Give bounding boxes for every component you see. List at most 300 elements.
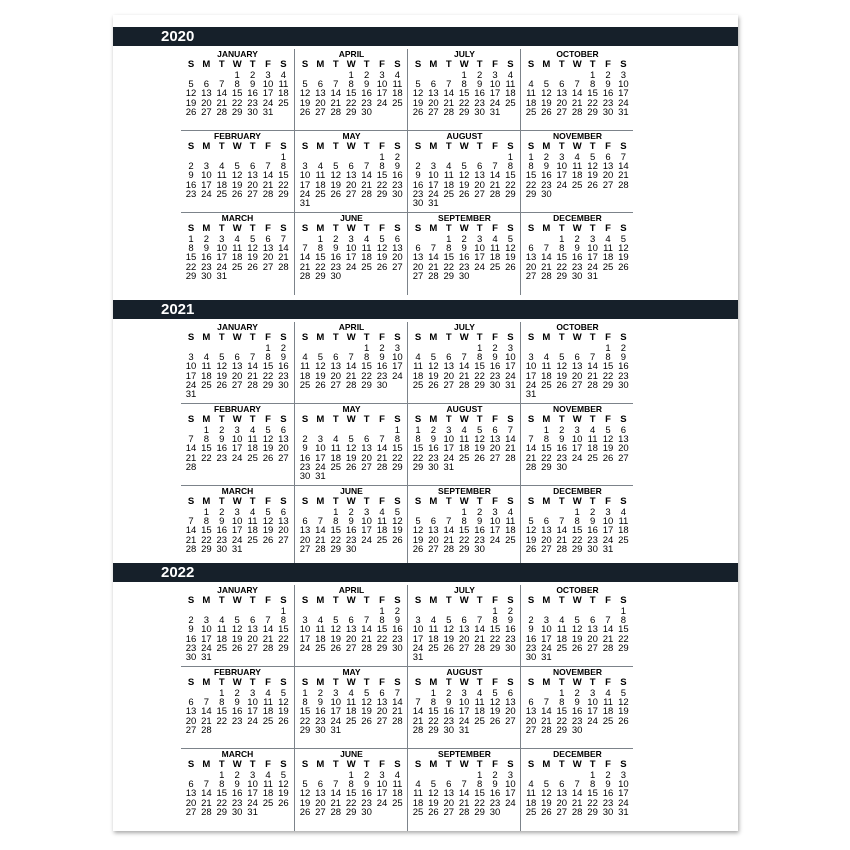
- day-number: 13: [299, 525, 311, 537]
- day-number: 3: [379, 70, 385, 81]
- day-number: 27: [618, 452, 629, 464]
- day-number: 5: [249, 234, 256, 245]
- day-number: 19: [541, 797, 552, 809]
- day-number: 16: [489, 361, 501, 373]
- day-number: 21: [571, 797, 583, 809]
- day-number: 15: [278, 170, 289, 182]
- day-number: 7: [265, 615, 271, 627]
- day-number: 29: [231, 106, 243, 118]
- day-number: 12: [541, 88, 552, 100]
- day-number: 3: [302, 615, 308, 627]
- day-number: 10: [247, 779, 258, 791]
- day-number: 12: [262, 434, 274, 446]
- day-number: 28: [571, 106, 583, 118]
- day-number: 7: [280, 234, 287, 245]
- month-block: [520, 749, 633, 831]
- day-number: 12: [571, 624, 583, 636]
- day-number: 10: [361, 516, 372, 528]
- day-number: 5: [234, 161, 240, 173]
- day-number: 10: [412, 624, 424, 636]
- weekday-header: S: [527, 223, 535, 234]
- day-number: 25: [315, 642, 326, 654]
- day-number: 29: [376, 642, 388, 654]
- weekday-header: S: [527, 595, 535, 606]
- weekday-header: W: [572, 141, 582, 152]
- day-number: 9: [620, 352, 627, 364]
- day-number: 10: [571, 434, 583, 446]
- day-number: 14: [412, 706, 424, 718]
- day-number: 14: [587, 361, 598, 373]
- weekday-header: S: [280, 59, 287, 70]
- day-number: 9: [507, 615, 514, 627]
- day-number: 18: [618, 525, 629, 537]
- weekday-header: T: [445, 677, 452, 688]
- day-number: 28: [474, 642, 485, 654]
- day-number: 9: [492, 779, 498, 791]
- month-block: [294, 667, 407, 749]
- day-number: 23: [216, 534, 228, 546]
- day-number: 27: [412, 270, 424, 282]
- day-number: 6: [589, 615, 596, 627]
- day-number: 24: [587, 261, 598, 273]
- day-number: 19: [278, 706, 289, 718]
- day-number: 31: [443, 461, 455, 473]
- day-number: 28: [443, 106, 455, 118]
- weekday-header: S: [620, 759, 627, 770]
- day-number: 26: [489, 715, 501, 727]
- day-number: 19: [474, 443, 485, 455]
- weekday-header: T: [332, 677, 339, 688]
- weekday-header: F: [379, 332, 385, 343]
- weekday-header: T: [363, 759, 370, 770]
- month-block: [181, 667, 294, 749]
- day-number: 21: [458, 797, 470, 809]
- day-number: 2: [574, 234, 580, 245]
- day-number: 6: [394, 234, 401, 245]
- day-number: 4: [492, 234, 498, 245]
- day-number: 7: [507, 425, 514, 436]
- day-number: 30: [474, 106, 485, 118]
- day-number: 1: [528, 152, 534, 163]
- day-number: 13: [376, 697, 388, 709]
- day-number: 29: [345, 106, 357, 118]
- day-number: 3: [265, 70, 271, 81]
- day-number: 6: [234, 352, 240, 364]
- day-number: 16: [278, 361, 289, 373]
- day-number: 31: [505, 379, 516, 391]
- day-number: 15: [299, 706, 311, 718]
- weekday-header: S: [507, 332, 514, 343]
- day-number: 5: [333, 615, 339, 627]
- day-number: 15: [505, 170, 516, 182]
- day-number: 30: [428, 461, 439, 473]
- day-number: 28: [361, 188, 372, 200]
- day-number: 14: [216, 88, 228, 100]
- month-block: [294, 585, 407, 667]
- weekday-header: T: [249, 496, 256, 507]
- day-number: 20: [505, 706, 516, 718]
- weekday-header: T: [476, 59, 483, 70]
- day-number: 10: [458, 697, 470, 709]
- day-number: 9: [219, 516, 225, 528]
- day-number: 2: [219, 507, 225, 518]
- day-number: 12: [299, 788, 311, 800]
- day-number: 27: [231, 379, 243, 391]
- day-number: 27: [602, 179, 614, 191]
- day-number: 1: [559, 234, 565, 245]
- weekday-header: M: [429, 496, 438, 507]
- day-number: 24: [247, 715, 258, 727]
- weekday-header: M: [202, 595, 211, 606]
- day-number: 29: [315, 270, 326, 282]
- month-name: MAY: [342, 667, 361, 677]
- weekday-header: T: [445, 141, 452, 152]
- day-number: 9: [492, 352, 498, 364]
- day-number: 6: [379, 688, 385, 699]
- weekday-header: M: [202, 496, 211, 507]
- day-number: 12: [525, 525, 537, 537]
- day-number: 11: [474, 697, 485, 709]
- day-number: 13: [412, 252, 424, 264]
- day-number: 13: [602, 161, 614, 173]
- weekday-header: S: [527, 332, 535, 343]
- day-number: 31: [587, 270, 598, 282]
- day-number: 22: [412, 452, 424, 464]
- day-number: 10: [231, 516, 243, 528]
- day-number: 9: [348, 516, 354, 528]
- weekday-header: W: [232, 677, 242, 688]
- weekday-header: W: [572, 414, 582, 425]
- weekday-header: M: [316, 677, 325, 688]
- weekday-header: T: [363, 223, 370, 234]
- day-number: 11: [505, 79, 516, 91]
- weekday-header: M: [542, 223, 551, 234]
- day-number: 6: [605, 152, 611, 163]
- month-block: [294, 49, 407, 131]
- day-number: 29: [299, 724, 311, 736]
- day-number: 2: [528, 615, 534, 627]
- day-number: 6: [507, 688, 514, 699]
- day-number: 5: [280, 688, 287, 699]
- day-number: 2: [188, 161, 194, 173]
- day-number: 1: [492, 606, 498, 617]
- weekday-header: F: [492, 759, 498, 770]
- day-number: 16: [556, 443, 568, 455]
- day-number: 16: [571, 252, 583, 264]
- weekday-header: T: [332, 496, 339, 507]
- day-number: 25: [231, 261, 243, 273]
- day-number: 19: [278, 788, 289, 800]
- day-number: 25: [602, 261, 614, 273]
- weekday-header: M: [429, 59, 438, 70]
- weekday-header: S: [507, 595, 514, 606]
- day-number: 7: [302, 243, 308, 255]
- day-number: 30: [458, 270, 470, 282]
- month-name: SEPTEMBER: [438, 749, 491, 759]
- day-number: 14: [262, 624, 274, 636]
- weekday-header: F: [265, 759, 271, 770]
- day-number: 4: [605, 234, 611, 245]
- day-number: 12: [556, 361, 568, 373]
- weekday-header: S: [187, 141, 195, 152]
- day-number: 19: [361, 706, 372, 718]
- day-number: 10: [556, 161, 568, 173]
- day-number: 3: [249, 688, 256, 699]
- day-number: 27: [278, 452, 289, 464]
- day-number: 27: [443, 806, 455, 818]
- day-number: 25: [428, 642, 439, 654]
- day-number: 2: [415, 161, 421, 173]
- day-number: 28: [392, 715, 403, 727]
- day-number: 2: [446, 688, 452, 699]
- day-number: 4: [348, 688, 354, 699]
- day-number: 4: [430, 615, 437, 627]
- day-number: 11: [300, 361, 310, 373]
- weekday-header: F: [605, 759, 611, 770]
- day-number: 28: [428, 270, 439, 282]
- month-name: JULY: [454, 49, 475, 59]
- day-number: 11: [556, 624, 567, 636]
- day-number: 14: [541, 706, 552, 718]
- weekday-header: S: [301, 595, 309, 606]
- day-number: 14: [525, 443, 537, 455]
- day-number: 5: [333, 161, 339, 173]
- day-number: 10: [505, 352, 516, 364]
- day-number: 25: [392, 97, 403, 109]
- day-number: 2: [430, 425, 437, 436]
- day-number: 4: [203, 352, 210, 364]
- day-number: 8: [461, 79, 467, 91]
- weekday-header: W: [232, 141, 242, 152]
- day-number: 31: [299, 198, 311, 209]
- day-number: 21: [474, 633, 485, 645]
- day-number: 6: [317, 79, 324, 91]
- day-number: 17: [299, 179, 311, 191]
- day-number: 10: [376, 79, 388, 91]
- day-number: 14: [571, 788, 583, 800]
- day-number: 19: [541, 97, 552, 109]
- weekday-header: S: [394, 59, 401, 70]
- weekday-header: W: [232, 496, 242, 507]
- day-number: 7: [559, 516, 565, 528]
- day-number: 23: [185, 188, 197, 200]
- day-number: 23: [602, 797, 614, 809]
- day-number: 12: [541, 788, 552, 800]
- day-number: 8: [492, 615, 498, 627]
- weekday-header: M: [202, 414, 211, 425]
- day-number: 11: [216, 624, 227, 636]
- weekday-header: T: [445, 59, 452, 70]
- day-number: 17: [247, 788, 258, 800]
- day-number: 19: [376, 252, 388, 264]
- weekday-header: S: [280, 223, 287, 234]
- weekday-header: M: [202, 223, 211, 234]
- day-number: 25: [412, 806, 424, 818]
- day-number: 27: [556, 106, 568, 118]
- day-number: 13: [556, 88, 568, 100]
- day-number: 8: [317, 243, 324, 255]
- day-number: 25: [201, 379, 212, 391]
- day-number: 27: [474, 188, 485, 200]
- day-number: 1: [203, 425, 210, 436]
- day-number: 17: [428, 179, 439, 191]
- day-number: 8: [528, 161, 534, 173]
- day-number: 12: [185, 88, 197, 100]
- day-number: 21: [262, 633, 274, 645]
- day-number: 21: [618, 170, 629, 182]
- weekday-header: M: [202, 59, 211, 70]
- day-number: 31: [247, 806, 258, 818]
- day-number: 9: [574, 697, 580, 709]
- day-number: 28: [587, 379, 598, 391]
- day-number: 14: [345, 361, 357, 373]
- weekday-header: T: [218, 496, 225, 507]
- day-number: 11: [603, 243, 613, 255]
- month-name: APRIL: [338, 49, 365, 59]
- day-number: 16: [541, 170, 552, 182]
- weekday-header: S: [394, 595, 401, 606]
- weekday-header: M: [202, 141, 211, 152]
- day-number: 31: [315, 471, 326, 482]
- day-number: 17: [376, 788, 388, 800]
- weekday-header: F: [605, 496, 611, 507]
- day-number: 26: [278, 797, 289, 809]
- day-number: 24: [474, 261, 485, 273]
- day-number: 24: [216, 261, 228, 273]
- day-number: 26: [428, 806, 439, 818]
- day-number: 29: [443, 270, 455, 282]
- day-number: 17: [587, 252, 598, 264]
- day-number: 11: [618, 516, 629, 528]
- day-number: 18: [474, 706, 485, 718]
- day-number: 20: [458, 633, 470, 645]
- weekday-header: T: [332, 223, 339, 234]
- day-number: 24: [505, 370, 516, 382]
- weekday-header: S: [394, 496, 401, 507]
- month-name: JUNE: [340, 486, 363, 496]
- day-number: 9: [188, 624, 194, 636]
- day-number: 4: [528, 79, 534, 91]
- day-number: 13: [247, 170, 258, 182]
- day-number: 18: [525, 97, 537, 109]
- day-number: 5: [620, 688, 627, 699]
- day-number: 8: [280, 161, 287, 173]
- day-number: 9: [430, 434, 437, 446]
- day-number: 10: [345, 243, 357, 255]
- weekday-header: T: [558, 223, 565, 234]
- day-number: 28: [525, 461, 537, 473]
- day-number: 1: [415, 425, 421, 436]
- day-number: 5: [394, 507, 401, 518]
- day-number: 25: [587, 452, 598, 464]
- day-number: 15: [525, 170, 537, 182]
- day-number: 26: [345, 461, 357, 473]
- day-number: 23: [443, 715, 455, 727]
- day-number: 13: [315, 88, 326, 100]
- weekday-header: S: [414, 59, 422, 70]
- day-number: 13: [315, 788, 326, 800]
- day-number: 4: [528, 779, 534, 791]
- day-number: 26: [587, 179, 598, 191]
- day-number: 17: [505, 788, 516, 800]
- weekday-header: T: [249, 223, 256, 234]
- day-number: 8: [302, 697, 308, 709]
- day-number: 19: [556, 370, 568, 382]
- day-number: 1: [188, 234, 194, 245]
- weekday-header: F: [492, 677, 498, 688]
- day-number: 17: [412, 633, 424, 645]
- day-number: 18: [216, 179, 228, 191]
- day-number: 27: [247, 188, 258, 200]
- weekday-header: T: [589, 59, 596, 70]
- weekday-header: T: [332, 332, 339, 343]
- day-number: 26: [231, 642, 243, 654]
- day-number: 8: [476, 779, 483, 791]
- day-number: 22: [489, 633, 501, 645]
- weekday-header: S: [527, 759, 535, 770]
- weekday-header: S: [507, 223, 514, 234]
- day-number: 7: [620, 152, 627, 163]
- day-number: 24: [587, 715, 598, 727]
- day-number: 12: [216, 361, 228, 373]
- day-number: 7: [333, 79, 339, 91]
- day-number: 3: [492, 70, 498, 81]
- day-number: 16: [505, 624, 516, 636]
- day-number: 15: [315, 252, 326, 264]
- day-number: 19: [262, 525, 274, 537]
- day-number: 14: [505, 434, 516, 446]
- day-number: 14: [361, 170, 372, 182]
- day-number: 24: [618, 97, 629, 109]
- day-number: 19: [231, 179, 243, 191]
- day-number: 20: [231, 370, 243, 382]
- day-number: 3: [430, 161, 437, 173]
- day-number: 17: [474, 252, 485, 264]
- day-number: 29: [458, 106, 470, 118]
- weekday-header: F: [379, 141, 385, 152]
- month-name: JUNE: [340, 213, 363, 223]
- day-number: 16: [392, 170, 403, 182]
- weekday-header: M: [316, 414, 325, 425]
- day-number: 10: [185, 361, 197, 373]
- day-number: 8: [574, 516, 580, 528]
- weekday-header: S: [394, 677, 401, 688]
- day-number: 27: [345, 188, 357, 200]
- day-number: 14: [299, 252, 311, 264]
- weekday-header: T: [589, 141, 596, 152]
- day-number: 22: [571, 534, 583, 546]
- day-number: 19: [458, 179, 470, 191]
- day-number: 20: [262, 252, 274, 264]
- day-number: 20: [345, 633, 357, 645]
- weekday-header: M: [202, 759, 211, 770]
- weekday-header: S: [527, 496, 535, 507]
- day-number: 12: [278, 779, 289, 791]
- day-number: 7: [430, 243, 437, 255]
- day-number: 4: [574, 152, 580, 163]
- day-number: 20: [618, 443, 629, 455]
- day-number: 4: [333, 434, 339, 446]
- weekday-header: T: [218, 677, 225, 688]
- day-number: 16: [602, 88, 614, 100]
- day-number: 1: [219, 688, 225, 699]
- month-name: OCTOBER: [556, 585, 599, 595]
- day-number: 22: [376, 633, 388, 645]
- month-block: [520, 322, 633, 404]
- day-number: 25: [216, 642, 228, 654]
- day-number: 4: [234, 234, 240, 245]
- day-number: 21: [443, 97, 455, 109]
